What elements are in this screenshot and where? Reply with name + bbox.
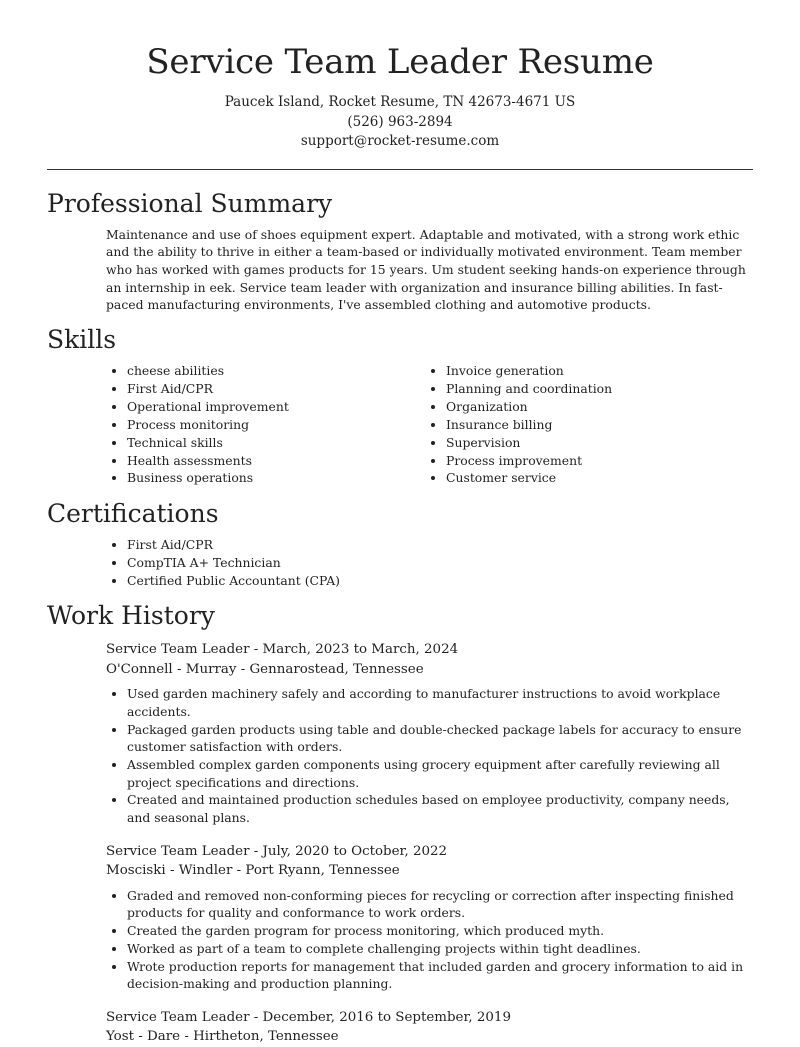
- skill-item: • Process improvement: [446, 452, 744, 470]
- skill-item: • Technical skills: [127, 434, 425, 452]
- skill-item: • Process monitoring: [127, 416, 425, 434]
- job-company-line: O'Connell - Murray - Gennarostead, Tennessee: [106, 661, 424, 677]
- job-dates: March, 2023 to March, 2024: [262, 642, 459, 658]
- job-entry: [106, 1008, 753, 1047]
- contact-email: support@rocket-resume.com: [300, 133, 500, 149]
- certifications-heading: Certifications: [47, 499, 219, 529]
- job-bullet: • Packaged garden products using table and double-checked package labels for accuracy to ensure customer satisfaction with orders.: [127, 721, 753, 756]
- skills-grid: [106, 362, 753, 487]
- skills-heading: Skills: [47, 325, 117, 355]
- job-company-line: Yost - Dare - Hirtheton, Tennessee: [106, 1029, 339, 1045]
- skills-list-left: [106, 362, 425, 487]
- job-role: Service Team Leader: [106, 843, 250, 859]
- skill-item: • First Aid/CPR: [127, 380, 425, 398]
- job-role-line: Service Team Leader - December, 2016 to September, 2019: [106, 1009, 511, 1025]
- job-bullet: • Worked as part of a team to complete challenging projects within tight deadlines.: [127, 940, 753, 958]
- work-history-heading: Work History: [47, 601, 215, 631]
- job-role: Service Team Leader: [106, 1009, 250, 1025]
- skill-item: • Insurance billing: [446, 416, 744, 434]
- job-bullets: [106, 887, 753, 993]
- job-role-line: Service Team Leader - March, 2023 to March, 2024: [106, 642, 459, 658]
- job-dates: July, 2020 to October, 2022: [262, 843, 448, 859]
- contact-block: [47, 93, 753, 152]
- skill-item: • Invoice generation: [446, 362, 744, 380]
- contact-phone: (526) 963-2894: [347, 113, 453, 130]
- job-company-line: Mosciski - Windler - Port Ryann, Tennessee: [106, 863, 400, 879]
- skill-item: • cheese abilities: [127, 362, 425, 380]
- skill-item: • Health assessments: [127, 452, 425, 470]
- job-company: Yost - Dare: [106, 1029, 181, 1045]
- skills-list-right: [425, 362, 744, 487]
- job-bullets: [106, 685, 753, 827]
- skill-item: • Customer service: [446, 469, 744, 487]
- job-location: Hirtheton, Tennessee: [193, 1029, 339, 1045]
- summary-text: Maintenance and use of shoes equipment expert. Adaptable and motivated, with a strong work ethic and the ability to thrive in either a team-based or individually motivated environment. Team member who has worked with games products for 15 years. Um student seeking hands-on experience through an internship in eek. Service team leader with organization and insurance billing abilities. In fast-paced manufacturing environments, I've assembled clothing and automotive products.: [106, 226, 746, 313]
- skill-item: • Organization: [446, 398, 744, 416]
- job-bullet: • Used garden machinery safely and according to manufacturer instructions to avoid workplace accidents.: [127, 685, 753, 720]
- certification-item: • First Aid/CPR: [127, 536, 753, 554]
- job-role: Service Team Leader: [106, 642, 250, 658]
- job-bullet: • Assembled complex garden components using grocery equipment after carefully reviewing all project specifications and directions.: [127, 756, 753, 791]
- job-bullet: • Graded and removed non-conforming pieces for recycling or correction after inspecting finished products for quality and conformance to work orders.: [127, 887, 753, 922]
- job-location: Port Ryann, Tennessee: [245, 863, 400, 879]
- resume-title: Service Team Leader Resume: [146, 42, 654, 82]
- certifications-list: [106, 536, 753, 589]
- skill-item: • Operational improvement: [127, 398, 425, 416]
- job-role-line: Service Team Leader - July, 2020 to October, 2022: [106, 843, 448, 859]
- certification-item: • CompTIA A+ Technician: [127, 554, 753, 572]
- job-company: Mosciski - Windler: [106, 863, 233, 879]
- certification-item: • Certified Public Accountant (CPA): [127, 572, 753, 590]
- job-location: Gennarostead, Tennessee: [249, 661, 424, 677]
- skill-item: • Business operations: [127, 469, 425, 487]
- summary-heading: Professional Summary: [47, 188, 333, 218]
- skill-item: • Planning and coordination: [446, 380, 744, 398]
- skill-item: • Supervision: [446, 434, 744, 452]
- job-bullet: • Wrote production reports for management that included garden and grocery information to aid in decision-making and production planning.: [127, 958, 753, 993]
- job-bullet: • Created and maintained production schedules based on employee productivity, company needs, and seasonal plans.: [127, 791, 753, 826]
- contact-address: Paucek Island, Rocket Resume, TN 42673-4671 US: [224, 94, 576, 110]
- job-dates: December, 2016 to September, 2019: [262, 1009, 511, 1025]
- job-company: O'Connell - Murray: [106, 661, 237, 677]
- job-entry: [106, 842, 753, 993]
- job-entry: [106, 640, 753, 827]
- job-bullet: • Created the garden program for process monitoring, which produced myth.: [127, 922, 753, 940]
- header-divider: [47, 169, 753, 170]
